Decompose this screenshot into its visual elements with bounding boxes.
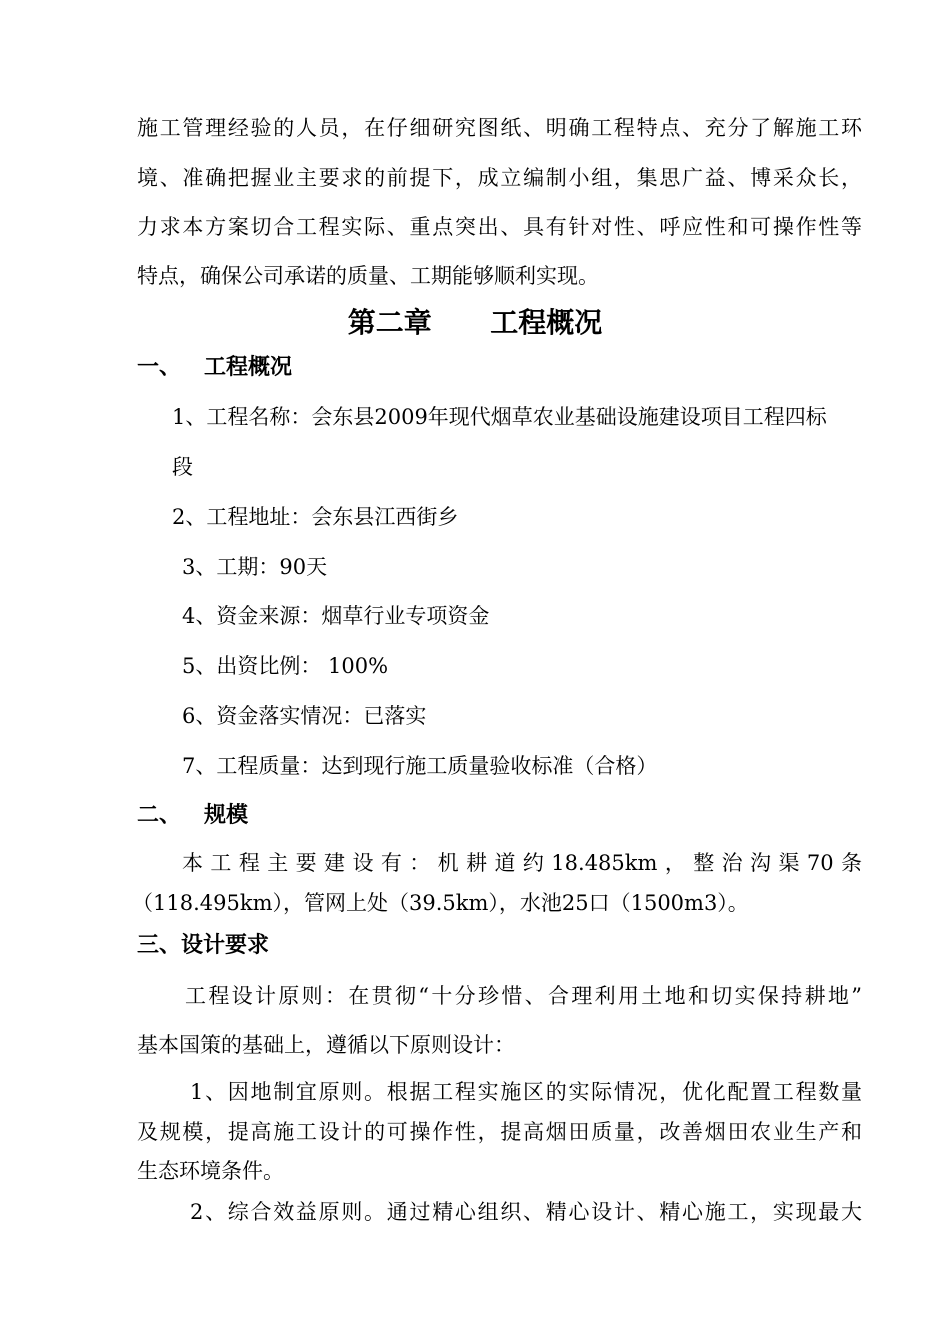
design-line-5: 生态环境条件。: [137, 1159, 284, 1183]
chapter-title: 第二章 工程概况: [347, 306, 603, 339]
item-fund-status: 6、资金落实情况：已落实: [182, 704, 427, 728]
section-heading-overview: 一、 工程概况: [137, 355, 292, 380]
item-fund-source: 4、资金来源：烟草行业专项资金: [182, 604, 490, 628]
intro-line-2: 境、准确把握业主要求的前提下，成立编制小组，集思广益、博采众长，: [137, 166, 862, 190]
scale-line-2: （118.495km），管网上处（39.5km），水池25口（1500m3）。: [132, 891, 749, 915]
design-line-6: 2、综合效益原则。通过精心组织、精心设计、精心施工，实现最大: [190, 1200, 862, 1224]
design-line-3: 1、因地制宜原则。根据工程实施区的实际情况，优化配置工程数量: [190, 1080, 862, 1104]
item-project-name: 1、工程名称：会东县2009年现代烟草农业基础设施建设项目工程四标: [172, 405, 827, 429]
intro-line-4: 特点，确保公司承诺的质量、工期能够顺利实现。: [137, 264, 599, 288]
section-heading-scale: 二、 规模: [137, 803, 248, 828]
design-line-2: 基本国策的基础上，遵循以下原则设计：: [137, 1033, 515, 1057]
scale-line-1: 本工程主要建设有：机耕道约18.485km，整治沟渠70条: [182, 851, 862, 875]
item-quality: 7、工程质量：达到现行施工质量验收标准（合格）: [182, 754, 658, 778]
design-line-1: 工程设计原则：在贯彻“十分珍惜、合理利用土地和切实保持耕地”: [185, 984, 862, 1008]
item-project-address: 2、工程地址：会东县江西街乡: [172, 505, 459, 529]
item-project-name-cont: 段: [172, 455, 193, 479]
section-heading-design: 三、设计要求: [137, 933, 270, 958]
intro-line-1: 施工管理经验的人员，在仔细研究图纸、明确工程特点、充分了解施工环: [137, 116, 862, 140]
item-investment-ratio: 5、出资比例： 100%: [182, 654, 389, 678]
item-duration: 3、工期：90天: [182, 555, 328, 579]
design-line-4: 及规模，提高施工设计的可操作性，提高烟田质量，改善烟田农业生产和: [137, 1120, 862, 1144]
intro-line-3: 力求本方案切合工程实际、重点突出、具有针对性、呼应性和可操作性等: [137, 215, 862, 239]
